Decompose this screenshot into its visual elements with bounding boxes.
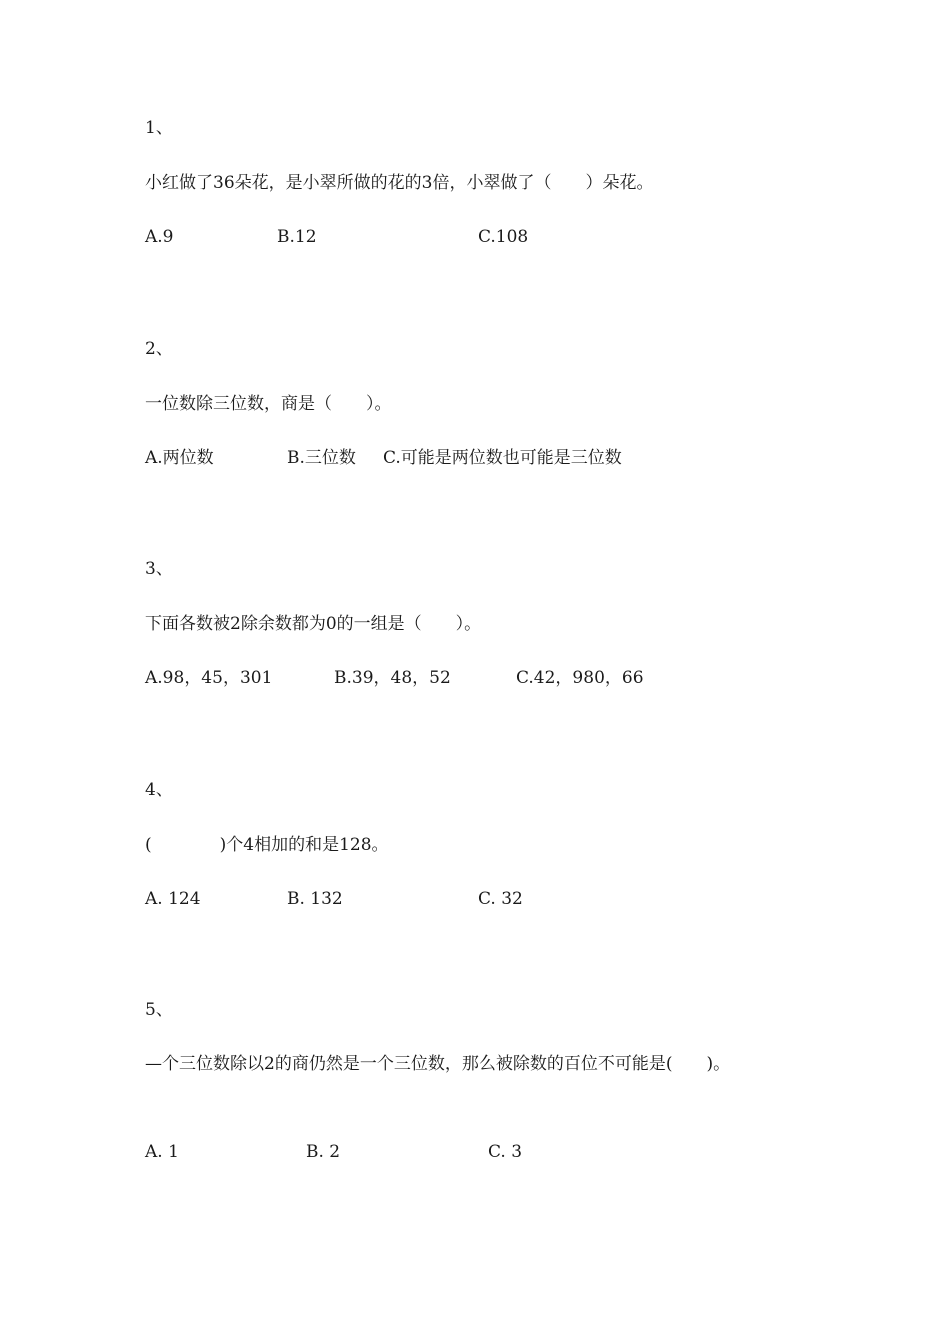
option-a: A.9: [145, 227, 174, 247]
question-number: 2、: [145, 339, 173, 359]
option-a: A.98，45，301: [145, 668, 273, 688]
question-stem: ( )个4相加的和是128。: [145, 835, 389, 855]
options-row: [145, 1141, 765, 1165]
option-c: C.108: [478, 227, 529, 247]
option-b: B. 132: [287, 889, 343, 909]
question-number: 3、: [145, 559, 173, 579]
question-number: 1、: [145, 118, 173, 138]
option-b: B.12: [277, 227, 317, 247]
option-a: A. 124: [145, 889, 201, 909]
question-stem: 下面各数被2除余数都为0的一组是（ ）。: [145, 614, 482, 634]
option-a: A.两位数: [145, 448, 214, 468]
option-c: C. 3: [488, 1142, 523, 1162]
option-b: B.三位数: [287, 448, 356, 468]
question-number: 4、: [145, 780, 173, 800]
question-stem: 小红做了36朵花，是小翠所做的花的3倍，小翠做了（ ）朵花。: [145, 173, 654, 193]
question-number: 5、: [145, 1000, 173, 1020]
options-row: [145, 447, 765, 471]
option-c: C.42，980，66: [516, 668, 644, 688]
option-c: C. 32: [478, 889, 523, 909]
question-stem: 一位数除三位数，商是（ ）。: [145, 394, 392, 414]
option-b: B. 2: [306, 1142, 341, 1162]
question-stem: —个三位数除以2的商仍然是一个三位数，那么被除数的百位不可能是( )。: [145, 1054, 731, 1074]
options-row: [145, 888, 765, 912]
options-row: [145, 667, 765, 691]
options-row: [145, 226, 765, 250]
option-b: B.39，48，52: [334, 668, 451, 688]
option-c: C.可能是两位数也可能是三位数: [383, 448, 622, 468]
option-a: A. 1: [145, 1142, 179, 1162]
